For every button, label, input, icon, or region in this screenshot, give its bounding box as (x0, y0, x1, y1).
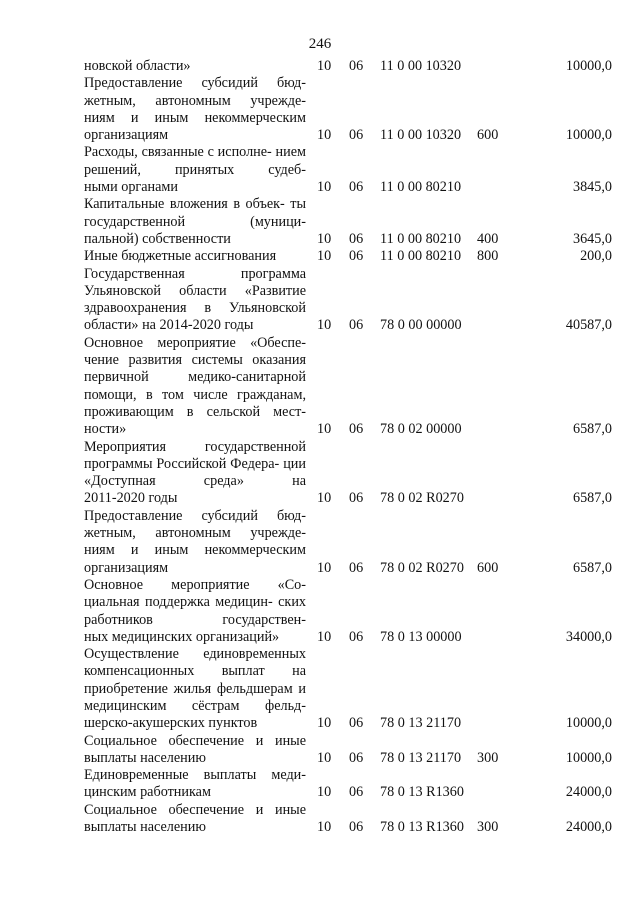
table-row (0, 248, 640, 265)
table-row (0, 802, 640, 837)
subsection-code: 06 (349, 715, 364, 732)
amount-value: 6587,0 (572, 559, 612, 576)
row-codes (0, 317, 640, 334)
subsection-code: 06 (349, 127, 364, 144)
subsection-code: 06 (349, 248, 364, 265)
section-code: 10 (317, 784, 332, 801)
description-line: 2011-2020 годы (84, 490, 178, 507)
row-codes (0, 560, 640, 577)
table-row (0, 508, 640, 577)
subsection-code: 06 (349, 317, 364, 334)
subsection-code: 06 (349, 628, 364, 645)
amount-value: 3645,0 (572, 230, 612, 247)
description-line: Основное мероприятие «Со- (84, 576, 306, 593)
section-code: 10 (317, 230, 332, 247)
amount-value: 6587,0 (572, 490, 612, 507)
row-codes (0, 629, 640, 646)
row-codes (0, 231, 640, 248)
description-line: Основное мероприятие «Обеспе- (84, 334, 306, 351)
description-line: Мероприятия государственной (84, 438, 306, 455)
description-line: здравоохранения в Ульяновской (84, 300, 306, 317)
table-row (0, 335, 640, 439)
target-article-code: 11 0 00 80210 (380, 248, 462, 265)
subsection-code: 06 (349, 230, 364, 247)
description-line: ты государственной (муници- (84, 196, 306, 230)
description-line: ных медицинских организаций» (84, 628, 280, 645)
amount-value: 24000,0 (565, 784, 612, 801)
section-code: 10 (317, 127, 332, 144)
row-codes (0, 490, 640, 507)
description-line: жетным, автономным учрежде- (84, 525, 306, 542)
description-line: Социальное обеспечение и иные (84, 732, 306, 749)
description-line: компенсационных выплат на (84, 663, 306, 680)
description-line: выплаты населению (84, 819, 206, 836)
description-line: Ульяновской области «Развитие (84, 282, 306, 299)
description-line: жетным, автономным учрежде- (84, 92, 306, 109)
subsection-code: 06 (349, 490, 364, 507)
table-row (0, 646, 640, 732)
section-code: 10 (317, 317, 332, 334)
subsection-code: 06 (349, 179, 364, 196)
description-line: области» на 2014-2020 годы (84, 317, 254, 334)
table-row (0, 577, 640, 646)
subsection-code: 06 (349, 421, 364, 438)
subsection-code: 06 (349, 559, 364, 576)
description-line: Иные бюджетные ассигнования (84, 248, 277, 265)
section-code: 10 (317, 179, 332, 196)
target-article-code: 78 0 13 00000 (380, 628, 462, 645)
description-line: пальной) собственности (84, 230, 231, 247)
target-article-code: 78 0 02 00000 (380, 421, 462, 438)
row-codes (0, 179, 640, 196)
table-row (0, 58, 640, 75)
section-code: 10 (317, 715, 332, 732)
amount-value: 10000,0 (565, 58, 612, 74)
description-line: Предоставление субсидий бюд- (84, 75, 306, 92)
description-line: новской области» (84, 58, 191, 74)
row-codes (0, 421, 640, 438)
description-line: цинским работникам (84, 784, 211, 801)
row-codes (0, 58, 640, 75)
description-line: приобретение жилья фельдшерам (84, 680, 293, 697)
amount-value: 10000,0 (565, 127, 612, 144)
section-code: 10 (317, 248, 332, 265)
row-codes (0, 248, 640, 265)
expense-type-code: 800 (477, 248, 499, 265)
description-line: и медицинским сёстрам фельд- (84, 680, 307, 714)
subsection-code: 06 (349, 58, 364, 74)
row-codes (0, 715, 640, 732)
page-number: 246 (308, 36, 332, 52)
description-line: ниям и иным некоммерческим (84, 109, 306, 126)
description-line: циальная поддержка медицин- (84, 594, 273, 611)
amount-value: 10000,0 (565, 749, 612, 766)
description-line: ских работников государствен- (84, 594, 307, 628)
row-codes (0, 750, 640, 767)
expense-type-code: 300 (477, 819, 499, 836)
row-codes (0, 784, 640, 801)
table-row (0, 75, 640, 144)
budget-table (0, 58, 640, 836)
row-codes (0, 127, 640, 144)
expense-type-code: 600 (477, 127, 499, 144)
description-line: чение развития системы оказания (84, 352, 306, 369)
subsection-code: 06 (349, 784, 364, 801)
target-article-code: 11 0 00 10320 (380, 127, 462, 144)
description-line: нием решений, принятых судеб- (84, 144, 306, 178)
expense-type-code: 300 (477, 749, 499, 766)
description-line: Единовременные выплаты меди- (84, 767, 306, 784)
table-row (0, 439, 640, 508)
description-line: Капитальные вложения в объек- (84, 196, 285, 213)
expense-type-code: 600 (477, 559, 499, 576)
section-code: 10 (317, 559, 332, 576)
subsection-code: 06 (349, 749, 364, 766)
amount-value: 6587,0 (572, 421, 612, 438)
target-article-code: 11 0 00 80210 (380, 230, 462, 247)
description-line: организациям (84, 127, 169, 144)
target-article-code: 78 0 13 R1360 (380, 784, 464, 801)
table-row (0, 733, 640, 768)
amount-value: 3845,0 (572, 179, 612, 196)
description-line: Расходы, связанные с исполне- (84, 144, 272, 161)
section-code: 10 (317, 628, 332, 645)
target-article-code: 11 0 00 80210 (380, 179, 462, 196)
description-line: Государственная программа (84, 265, 306, 282)
target-article-code: 78 0 02 R0270 (380, 559, 464, 576)
section-code: 10 (317, 749, 332, 766)
description-line: Социальное обеспечение и иные (84, 801, 306, 818)
description-line: ниям и иным некоммерческим (84, 542, 306, 559)
description-line: проживающим в сельской мест- (84, 403, 306, 420)
target-article-code: 78 0 00 00000 (380, 317, 462, 334)
description-line: первичной медико-санитарной (84, 369, 306, 386)
row-codes (0, 819, 640, 836)
amount-value: 34000,0 (565, 628, 612, 645)
amount-value: 40587,0 (565, 317, 612, 334)
section-code: 10 (317, 819, 332, 836)
description-line: ными органами (84, 179, 179, 196)
amount-value: 10000,0 (565, 715, 612, 732)
table-row (0, 266, 640, 335)
description-line: помощи, в том числе гражданам, (84, 386, 306, 403)
target-article-code: 11 0 00 10320 (380, 58, 462, 74)
table-row (0, 767, 640, 802)
table-row (0, 196, 640, 248)
description-line: организациям (84, 559, 169, 576)
description-line: Предоставление субсидий бюд- (84, 507, 306, 524)
target-article-code: 78 0 13 21170 (380, 715, 462, 732)
amount-value: 24000,0 (565, 819, 612, 836)
description-line: программы Российской Федера- (84, 455, 280, 472)
target-article-code: 78 0 13 21170 (380, 749, 462, 766)
description-line: выплаты населению (84, 749, 206, 766)
description-line: ности» (84, 421, 127, 438)
table-row (0, 144, 640, 196)
subsection-code: 06 (349, 819, 364, 836)
description-line: Осуществление единовременных (84, 646, 306, 663)
description-line: ции «Доступная среда» на (84, 455, 306, 490)
section-code: 10 (317, 421, 332, 438)
target-article-code: 78 0 13 R1360 (380, 819, 464, 836)
expense-type-code: 400 (477, 230, 499, 247)
amount-value: 200,0 (580, 248, 612, 265)
section-code: 10 (317, 490, 332, 507)
description-line: шерско-акушерских пунктов (84, 715, 258, 732)
target-article-code: 78 0 02 R0270 (380, 490, 464, 507)
section-code: 10 (317, 58, 332, 74)
